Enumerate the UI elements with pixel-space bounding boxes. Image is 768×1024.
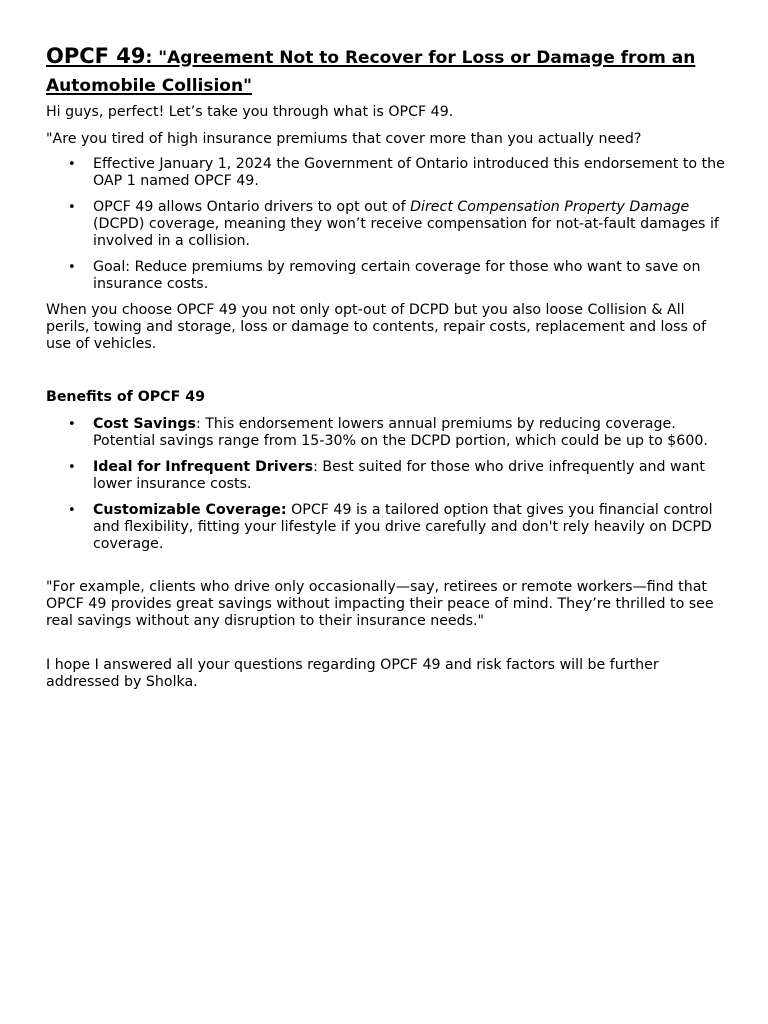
bullet-icon: • — [68, 417, 76, 432]
spacer — [46, 363, 726, 389]
list-item — [68, 199, 726, 250]
benefit-text: : This endorsement lowers annual premiums by reducing coverage. Potential savings range from 15-30% on the DCPD portion, which could be up to $600. — [93, 416, 708, 449]
document-title — [46, 42, 726, 98]
bullet-icon: • — [68, 157, 76, 172]
list-item-text-end: (DCPD) coverage, meaning they won’t receive compensation for not-at-fault damages if involved in a collision. — [93, 216, 719, 249]
title-main: OPCF 49 — [46, 44, 146, 68]
list-item — [68, 259, 726, 293]
question-paragraph: "Are you tired of high insurance premiums that cover more than you actually need? — [46, 131, 642, 147]
bullet-icon: • — [68, 260, 76, 275]
benefit-label: Cost Savings — [93, 416, 196, 432]
example-paragraph: "For example, clients who drive only occasionally—say, retirees or remote workers—find that OPCF 49 provides great savings without impacting their peace of mind. They’re thrilled to see real savings without any disruption to their insurance needs." — [46, 579, 714, 629]
list-item-text-start: OPCF 49 allows Ontario drivers to opt out of — [93, 199, 411, 215]
spacer — [46, 562, 726, 579]
list-item-text: Effective January 1, 2024 the Government of Ontario introduced this endorsement to the OAP 1 named OPCF 49. — [93, 156, 725, 189]
list-item — [68, 459, 726, 493]
benefit-text: OPCF 49 is a tailored option that gives you financial control and flexibility, fitting your lifestyle if you drive carefully and don't rely heavily on DCPD coverage. — [93, 502, 713, 552]
document-page — [46, 42, 726, 701]
list-item-text: Goal: Reduce premiums by removing certain coverage for those who want to save on insurance costs. — [93, 259, 701, 292]
closing-paragraph: I hope I answered all your questions regarding OPCF 49 and risk factors will be further addressed by Sholka. — [46, 657, 659, 690]
loss-paragraph: When you choose OPCF 49 you not only opt-out of DCPD but you also loose Collision & All perils, towing and storage, loss or damage to contents, repair costs, replacement and loss of use of vehicles. — [46, 302, 707, 352]
benefits-list — [46, 416, 726, 553]
intro-paragraph: Hi guys, perfect! Let’s take you through what is OPCF 49. — [46, 104, 454, 120]
bullet-icon: • — [68, 460, 76, 475]
list-item — [68, 416, 726, 450]
bullet-icon: • — [68, 200, 76, 215]
title-rest: : "Agreement Not to Recover for Loss or Damage from an Automobile Collision" — [46, 48, 696, 96]
benefits-heading: Benefits of OPCF 49 — [46, 389, 205, 405]
spacer — [46, 640, 726, 657]
overview-list — [46, 156, 726, 293]
list-item — [68, 156, 726, 190]
bullet-icon: • — [68, 503, 76, 518]
list-item-italic: Direct Compensation Property Damage — [410, 199, 690, 215]
list-item — [68, 502, 726, 553]
benefit-text: : Best suited for those who drive infrequently and want lower insurance costs. — [93, 459, 705, 492]
benefit-label: Ideal for Infrequent Drivers — [93, 459, 314, 475]
benefit-label: Customizable Coverage: — [93, 502, 287, 518]
